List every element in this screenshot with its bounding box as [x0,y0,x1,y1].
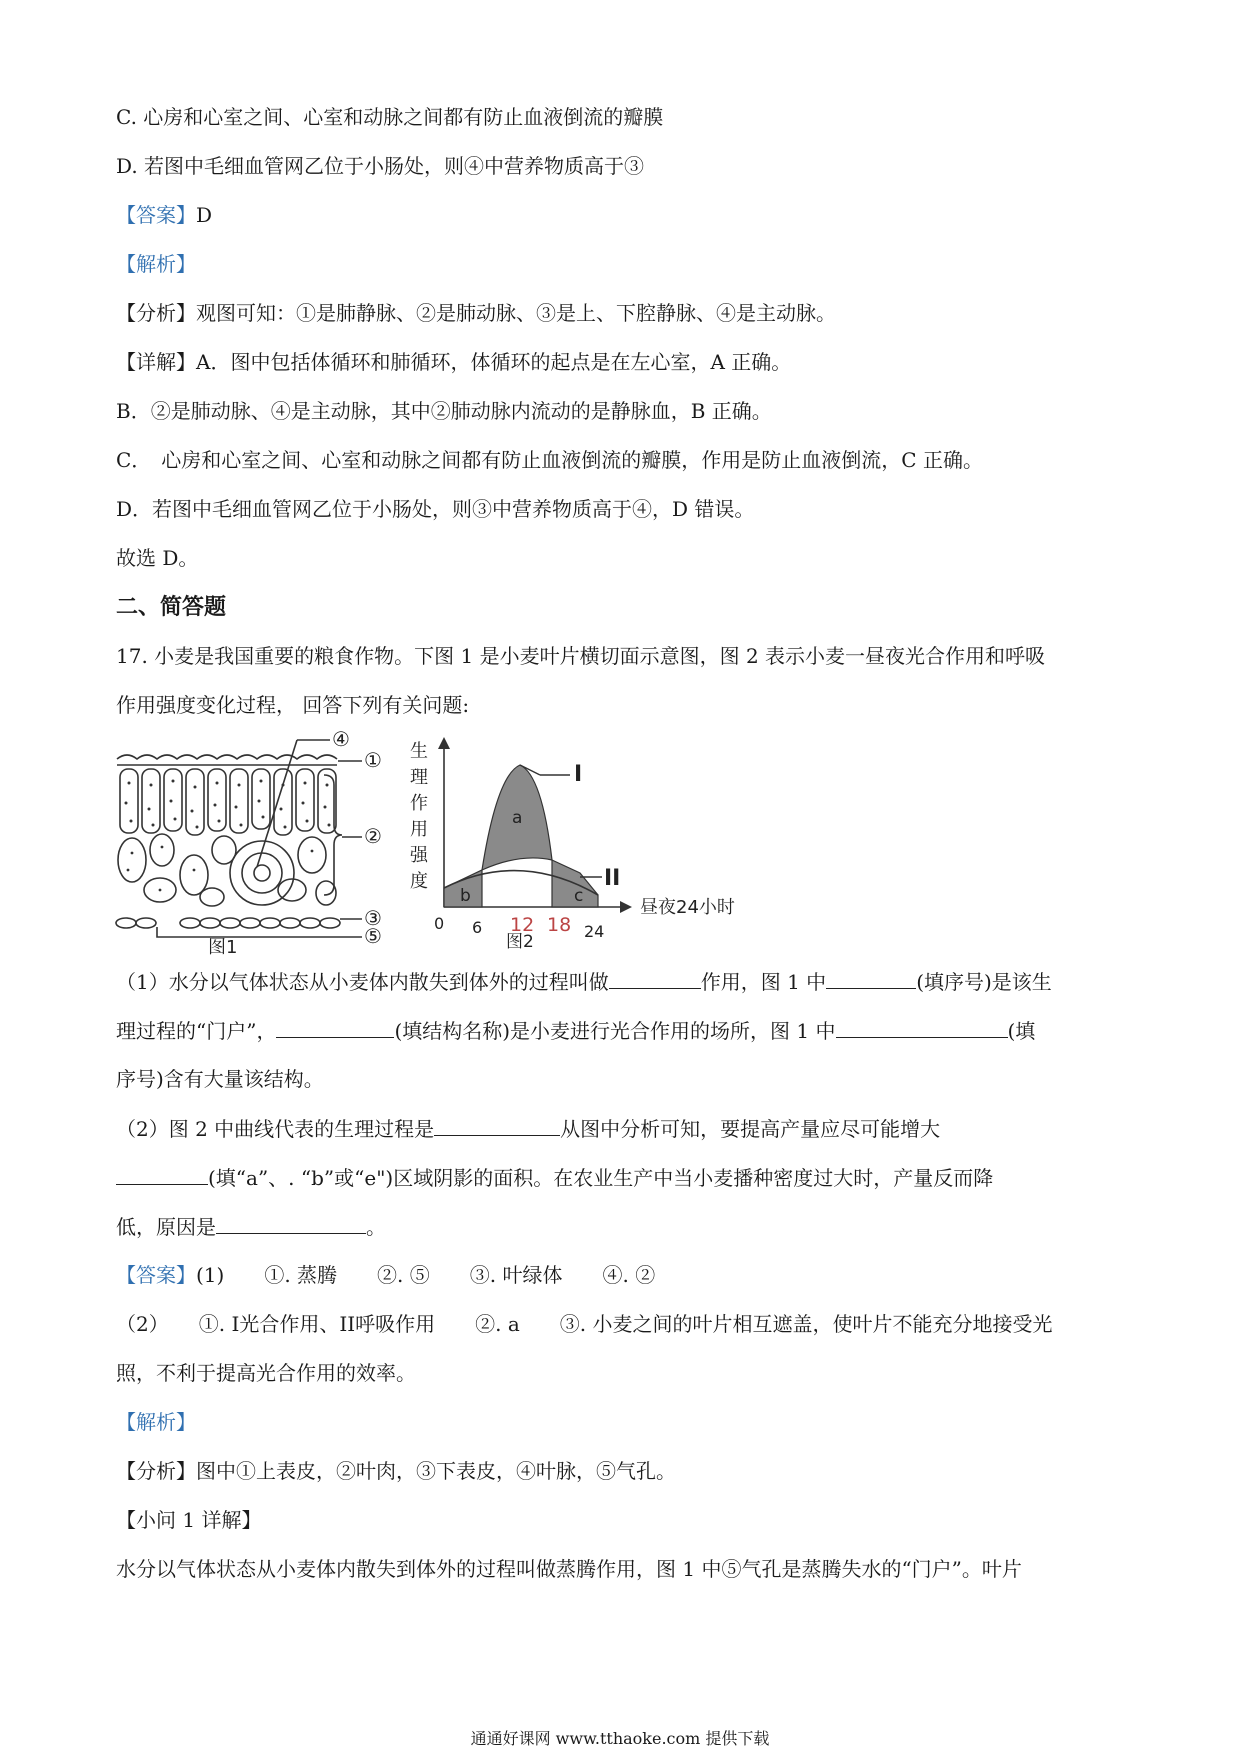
q1-blank-1[interactable] [609,966,701,989]
y-label-char-2: 理 [410,767,428,788]
label-c: c [574,886,584,906]
q2-text-1: （2）图 2 中曲线代表的生理过程是 [116,1117,435,1141]
q1-text-4: 理过程的“门户”， [116,1019,277,1043]
fig1-label-4: ④ [332,727,350,751]
detail-c: C． 心房和心室之间、心室和动脉之间都有防止血液倒流的瓣膜，作用是防止血液倒流，C 正确。 [116,448,983,472]
q1-text-6: (填 [1007,1019,1036,1043]
curve-label-II: II [604,866,621,891]
y-label-char-4: 用 [410,819,428,840]
q1-blank-4[interactable] [836,1015,1008,1038]
q2-text-3: (填“a”、. “b”或“e")区域阴影的面积。在农业生产中当小麦播种密度过大时，产量反而降 [208,1166,994,1190]
y-label-char-5: 强 [410,845,428,866]
detail-b: B．②是肺动脉、④是主动脉，其中②肺动脉内流动的是静脉血，B 正确。 [116,399,772,423]
analysis-17-tag: 【解析】 [116,1410,196,1434]
detail-a: 【详解】A．图中包括体循环和肺循环，体循环的起点是在左心室，A 正确。 [116,350,792,374]
q2-text-4: 低，原因是 [116,1215,216,1239]
fig1-label-1: ① [364,748,382,772]
label-b: b [460,886,471,906]
q2-line2 [116,1162,993,1193]
answer-value: D [196,203,213,227]
figure-1-leaf-cross-section [112,725,402,955]
answer-17-tag: 【答案】 [116,1263,196,1287]
x-axis-label: 昼夜24小时 [640,897,735,918]
page-footer: 通通好课网 www.tthaoke.com 提供下载 [470,1729,770,1748]
fig1-label-5: ⑤ [364,924,382,948]
x-tick-0: 0 [434,914,445,933]
analysis-17-text: 【分析】图中①上表皮，②叶肉，③下表皮，④叶脉，⑤气孔。 [116,1459,676,1483]
answer-17-line2: （2） ①. I光合作用、II呼吸作用 ②. a ③. 小麦之间的叶片相互遮盖，使叶片不能充分地接受光 [116,1312,1053,1336]
analysis-tag: 【解析】 [116,252,196,276]
option-c: C. 心房和心室之间、心室和动脉之间都有防止血液倒流的瓣膜 [116,105,664,129]
fig2-caption: 图2 [506,932,534,950]
q1-blank-3[interactable] [276,1015,394,1038]
label-a: a [512,808,523,828]
q1-line2 [116,1015,1035,1046]
section-heading: 二、简答题 [116,594,227,620]
q2-blank-1[interactable] [434,1113,560,1136]
q1-text-5: (填结构名称)是小麦进行光合作用的场所，图 1 中 [394,1019,836,1043]
y-label-char-6: 度 [410,871,428,892]
answer-17-line1 [116,1260,655,1290]
q2-text-2: 从图中分析可知，要提高产量应尽可能增大 [560,1117,941,1141]
subquestion-1-heading: 【小问 1 详解】 [116,1508,262,1532]
fig1-caption: 图1 [208,937,238,955]
y-label-char-3: 作 [410,793,428,814]
q2-blank-3[interactable] [216,1211,366,1234]
q1-line3: 序号)含有大量该结构。 [116,1067,324,1091]
answer-17-part1: (1) ①. 蒸腾 ②. ⑤ ③. 叶绿体 ④. ② [196,1263,656,1287]
answer-17-line3: 照，不利于提高光合作用的效率。 [116,1361,416,1385]
analysis-text: 【分析】观图可知：①是肺静脉、②是肺动脉、③是上、下腔静脉、④是主动脉。 [116,301,836,325]
question-17-line1: 17. 小麦是我国重要的粮食作物。下图 1 是小麦叶片横切面示意图，图 2 表示小麦一昼夜光合作用和呼吸 [116,644,1046,668]
q2-blank-2[interactable] [116,1162,208,1185]
question-17-line2: 作用强度变化过程， 回答下列有关问题: [116,693,470,717]
q2-line1 [116,1113,940,1144]
q1-text-3: (填序号)是该生 [916,970,1052,994]
detail-d: D．若图中毛细血管网乙位于小肠处，则③中营养物质高于④，D 错误。 [116,497,755,521]
subquestion-1-detail: 水分以气体状态从小麦体内散失到体外的过程叫做蒸腾作用，图 1 中⑤气孔是蒸腾失水的“门户”。叶片 [116,1557,1022,1581]
y-label-char-1: 生 [410,741,428,762]
answer-line [116,200,212,230]
x-tick-6: 6 [472,918,483,937]
conclusion: 故选 D。 [116,546,199,570]
q2-line3 [116,1211,386,1242]
fig1-label-2: ② [364,824,382,848]
q1-text-2: 作用，图 1 中 [700,970,827,994]
x-tick-24: 24 [584,922,605,941]
x-tick-18: 18 [547,914,572,936]
q2-text-5: 。 [366,1215,386,1239]
q1-text-1: （1）水分以气体状态从小麦体内散失到体外的过程叫做 [116,970,609,994]
fig1-label-3: ③ [364,906,382,930]
option-d: D. 若图中毛细血管网乙位于小肠处，则④中营养物质高于③ [116,154,645,178]
q1-line1 [116,966,1052,997]
q1-blank-2[interactable] [826,966,916,989]
x-tick-12: 12 [510,914,535,936]
answer-tag: 【答案】 [116,203,196,227]
curve-label-I: I [574,762,583,787]
figure-2-activity-chart [402,735,772,950]
